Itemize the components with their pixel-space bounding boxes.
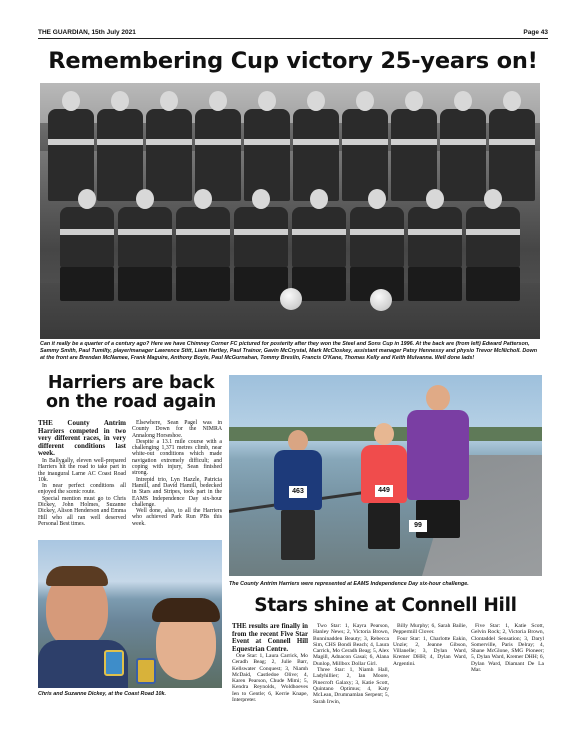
- harriers-paragraph: Special mention must go to Chris Dickey, John Holmes, Suzanne Dickey, Alison Henderson and Emma Hill who all ran well deserved Personal Best times.: [38, 495, 126, 527]
- player-front-row: [60, 189, 114, 301]
- stars-paragraph: Two Star: 1, Kayra Pearson, Hanley News; 2, Victoria Brown, Bunninadden Beauty; 3, Rebecca Sim, CHS Bondi Beach; 4, Laura Carrick, Mo Ceradh Beag; 5, Alex Magill, Adnacon Gasai; 6, Alana Dunlop, Millbox Dollar Girl.: [313, 623, 389, 667]
- page-header: [38, 27, 548, 37]
- stars-paragraph: Four Star: 1, Charlotte Eakin, Unzie; 2, Jeanne Gibson, Villanelle; 3, Dylan Ward, Kremer DHH; 4, Dylan Ward, Argentini.: [393, 635, 467, 667]
- player-front-row: [292, 189, 346, 301]
- player-back-row: [195, 91, 241, 201]
- selfie-photo-caption: Chris and Suzanne Dickey, at the Coast Road 10k.: [38, 691, 167, 697]
- harriers-headline: Harriers are back on the road again: [46, 373, 216, 412]
- stars-lead-paragraph: THE results are finally in from the recent Five Star Event at Connell Hill Equestrian Centre.: [232, 623, 308, 653]
- stars-column-1: [232, 623, 308, 705]
- hair-suzanne: [152, 598, 220, 622]
- medal-icon: [104, 650, 124, 676]
- race-photo: [229, 375, 542, 576]
- harriers-lead-paragraph: THE County Antrim Harriers competed in two very different races, in very different conditions last week.: [38, 419, 126, 458]
- runner-bib: 449: [375, 485, 393, 497]
- harriers-paragraph: In near perfect conditions all enjoyed the scenic route.: [38, 483, 126, 496]
- publication-dateline: THE GUARDIAN, 15th July 2021: [38, 28, 136, 36]
- stars-column-3: [393, 623, 467, 705]
- stars-paragraph: Billy Murphy; 6, Sarah Bailie, Peppermill Clover.: [393, 623, 467, 636]
- player-back-row: [489, 91, 535, 201]
- player-back-row: [146, 91, 192, 201]
- player-front-row: [176, 189, 230, 301]
- main-headline: Remembering Cup victory 25-years on!: [48, 48, 538, 74]
- stars-paragraph: Five Star: 1, Katie Scott, Gelvin Rock; 2, Victoria Brown, Clontaddel Sensation; 3, Daryl Somerville, Paris Delray; 4, Shane McGlone, SMG Pioneer; 5, Dylan Ward, Kremer DHH; 6, Dylan Ward, Diamant De La Mar.: [471, 623, 544, 674]
- harriers-paragraph: Despite a 13.1 mile course with a challenging 1,371 metres climb, near white-out conditions which made navigation extremely difficult; and coping with injury, Sean finished strong.: [132, 438, 222, 477]
- stars-column-4: [471, 623, 544, 705]
- harriers-paragraph: Well done, also, to all the Harriers who achieved Park Run PBs this week.: [132, 508, 222, 527]
- harriers-column-2: [132, 420, 222, 535]
- stars-paragraph: One Star: 1, Laura Carrick, Mo Ceradh Beag; 2, Julie Barr, Kellswater Conquest; 3, Niamh McDaid, Castledoe Olive; 4, Karen Pearson, Chude Mimi; 5, Kendra Reynolds, Woldhoeves Ien to Gentle; 6, Kerrie Knape, Interpreter.: [232, 653, 308, 704]
- harriers-paragraph: Intrepid trio, Lyn Hazzle, Patricia Hamill, and David Hamill, bedecked in Stars and Stripes, took part in the EAMS Independence Day six-hour challenge.: [132, 476, 222, 508]
- stars-paragraph: Three Star: 1, Niamh Hall, Ladyhillier; 2, Ian Moore, Pinecroft Galaxy; 3, Katie Scott, Quintano Optimus; 4, Katy McLean, Drumnamlan Serpent; 5, Sarah Irwin,: [313, 667, 389, 705]
- page-number: Page 43: [523, 28, 548, 36]
- stars-headline: Stars shine at Connell Hill: [254, 595, 517, 616]
- player-back-row: [342, 91, 388, 201]
- player-back-row: [244, 91, 290, 201]
- runner-middle: [361, 423, 407, 576]
- runner-bib: 99: [409, 520, 427, 532]
- player-front-row: [234, 189, 288, 301]
- player-front-row: [466, 189, 520, 301]
- player-back-row: [440, 91, 486, 201]
- runner-left: [274, 430, 322, 576]
- player-front-row: [350, 189, 404, 301]
- player-back-row: [293, 91, 339, 201]
- hair-chris: [46, 566, 108, 586]
- football: [370, 289, 392, 311]
- harriers-column-1: [38, 420, 126, 535]
- selfie-photo: [38, 540, 222, 688]
- runner-bib: 463: [289, 486, 307, 498]
- player-front-row: [118, 189, 172, 301]
- medal-icon: [136, 658, 156, 684]
- player-back-row: [97, 91, 143, 201]
- football: [280, 288, 302, 310]
- player-front-row: [408, 189, 462, 301]
- harriers-paragraph: In Ballygally, eleven well-prepared Harriers hit the road to take part in the inaugural Larne AC Coast Road 10k.: [38, 457, 126, 483]
- player-back-row: [48, 91, 94, 201]
- team-photo: [40, 83, 540, 339]
- harriers-paragraph: Elsewhere, Sean Pagel was in County Down for the NIMRA Annalong Horseshoe.: [132, 420, 222, 439]
- race-photo-caption: The County Antrim Harriers were represented at EAMS Independence Day six-hour challenge.: [229, 581, 469, 587]
- header-rule: [38, 38, 548, 39]
- team-photo-caption: Can it really be a quarter of a century ago? Here we have Chimney Corner FC pictured for posterity after they won the Steel and Sons Cup in 1996. At the back are (from left) Edward Patterson, Sammy Smith, Paul Tumilty, player/manager Lawrence Stitt, Liam Hartley, Paul Trainor, Gavin McCrystal, Mark McCloskey, assistant manager Patsy Hennessy and physio Trevor McNicholl. Down at the front are Brendan McNamee, Frank Maguire, Anthony Boyle, Paul McGurnahan, Tommy Breslin, Francis O'Kane, Thomas Kelly and Keith Mulvanna. Well done lads!: [40, 341, 538, 361]
- runner-right: [407, 385, 469, 576]
- stars-column-2: [313, 623, 389, 705]
- player-back-row: [391, 91, 437, 201]
